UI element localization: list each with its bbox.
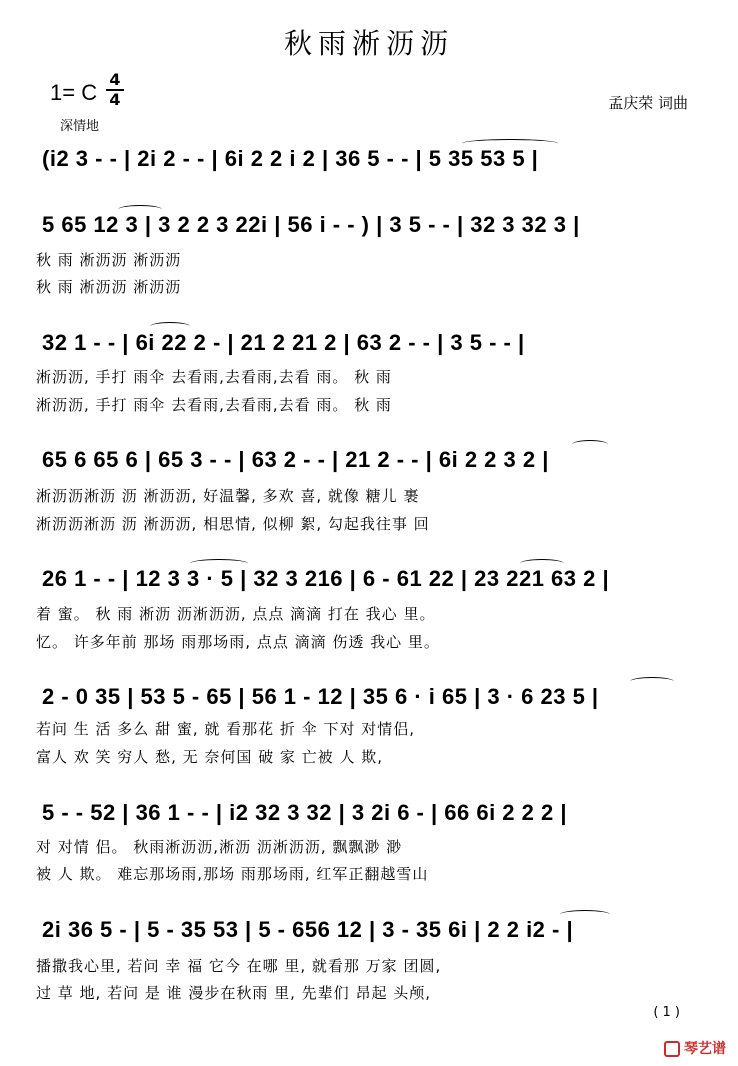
notation-line-6: 2 - 0 35 | 53 5 - 65 | 56 1 - 12 | 35 6 · i 65 | 3 · 6 23 5 | <box>42 684 599 709</box>
lyric-line-6-verse-2: 富人 欢 笑 穷人 愁, 无 奈何国 破 家 亡被 人 欺, <box>36 748 383 766</box>
lyric-line-7-verse-2: 被 人 欺。 难忘那场雨,那场 雨那场雨, 红军正翻越雪山 <box>36 865 429 883</box>
notation-line-7: 5 - - 52 | 36 1 - - | i2 32 3 32 | 3 2i 6 - | 66 6i 2 2 2 | <box>42 800 567 825</box>
watermark-logo <box>664 1038 726 1058</box>
lyric-line-2-verse-1: 秋 雨 淅沥沥 淅沥沥 <box>36 251 182 269</box>
lyric-line-5-verse-2: 忆。 许多年前 那场 雨那场雨, 点点 滴滴 伤透 我心 里。 <box>36 633 440 651</box>
composer-credit: 孟庆荣 词曲 <box>608 94 688 112</box>
page-number: ( 1 ) <box>653 1005 680 1020</box>
tempo-marking: 深情地 <box>60 119 100 134</box>
lyric-line-2-verse-2: 秋 雨 淅沥沥 淅沥沥 <box>36 278 182 296</box>
logo-icon <box>664 1041 680 1057</box>
lyric-line-5-verse-1: 着 蜜。 秋 雨 淅沥 沥淅沥沥, 点点 滴滴 打在 我心 里。 <box>36 605 436 623</box>
key-signature: 1= C <box>50 80 98 105</box>
time-sig-bottom: 4 <box>109 90 121 109</box>
lyric-line-8-verse-2: 过 草 地, 若问 是 谁 漫步在秋雨 里, 先辈们 昂起 头颅, <box>36 984 431 1002</box>
watermark-text: 琴艺谱 <box>684 1041 726 1057</box>
slur-mark <box>520 559 564 568</box>
notation-line-3: 32 1 - - | 6i 22 2 - | 21 2 21 2 | 63 2 - - | 3 5 - - | <box>42 330 525 355</box>
notation-line-8: 2i 36 5 - | 5 - 35 53 | 5 - 656 12 | 3 - 35 6i | 2 2 i2 - | <box>42 917 574 942</box>
slur-mark <box>118 205 162 214</box>
lyric-line-7-verse-1: 对 对情 侣。 秋雨淅沥沥,淅沥 沥淅沥沥, 飘飘渺 渺 <box>36 838 403 856</box>
lyric-line-3-verse-2: 淅沥沥, 手打 雨伞 去看雨,去看雨,去看 雨。 秋 雨 <box>36 396 392 414</box>
lyric-line-8-verse-1: 播撒我心里, 若问 幸 福 它今 在哪 里, 就看那 万家 团圆, <box>36 957 442 975</box>
slur-mark <box>190 559 248 568</box>
slur-mark <box>630 677 674 686</box>
lyric-line-4-verse-1: 淅沥沥淅沥 沥 淅沥沥, 好温馨, 多欢 喜, 就像 糖儿 裹 <box>36 487 420 505</box>
time-signature <box>106 72 124 108</box>
slur-mark <box>462 139 558 148</box>
lyric-line-4-verse-2: 淅沥沥淅沥 沥 淅沥沥, 相思情, 似柳 絮, 勾起我往事 回 <box>36 515 430 533</box>
notation-line-2: 5 65 12 3 | 3 2 2 3 22i | 56 i - - ) | 3 5 - - | 32 3 32 3 | <box>42 212 580 237</box>
notation-line-1: (i2 3 - - | 2i 2 - - | 6i 2 2 i 2 | 36 5 - - | 5 35 53 5 | <box>42 146 539 171</box>
slur-mark <box>572 440 608 449</box>
notation-line-4: 65 6 65 6 | 65 3 - - | 63 2 - - | 21 2 - - | 6i 2 2 3 2 | <box>42 447 549 472</box>
notation-line-5: 26 1 - - | 12 3 3 · 5 | 32 3 216 | 6 - 61 22 | 23 221 63 2 | <box>42 566 610 591</box>
slur-mark <box>560 910 610 919</box>
lyric-line-6-verse-1: 若问 生 活 多么 甜 蜜, 就 看那花 折 伞 下对 对情侣, <box>36 720 415 738</box>
slur-mark <box>150 322 190 331</box>
lyric-line-3-verse-1: 淅沥沥, 手打 雨伞 去看雨,去看雨,去看 雨。 秋 雨 <box>36 368 392 386</box>
time-sig-top: 4 <box>109 70 121 89</box>
song-title: 秋雨淅沥沥 <box>283 27 454 60</box>
